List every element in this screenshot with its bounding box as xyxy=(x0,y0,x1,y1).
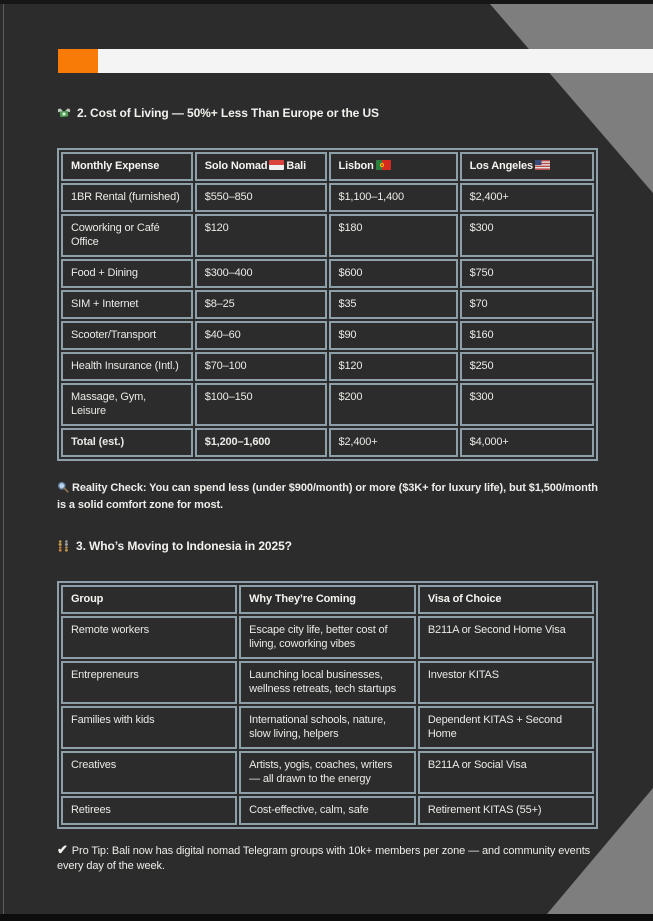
reality-check-note xyxy=(57,481,598,513)
magnifier-icon xyxy=(57,481,69,498)
cost-of-living-table xyxy=(57,148,598,461)
col-header-group: Group xyxy=(61,585,237,614)
table-row: Massage, Gym, Leisure $100–150 $200 $300 xyxy=(61,383,594,426)
table-row: Retirees Cost-effective, calm, safe Retirement KITAS (55+) xyxy=(61,796,594,825)
title-bar xyxy=(58,49,653,73)
table-row: Food + Dining $300–400 $600 $750 xyxy=(61,259,594,288)
table-row: Families with kids International schools, nature, slow living, helpers Dependent KITAS + Second Home xyxy=(61,706,594,749)
col-header-why: Why They’re Coming xyxy=(239,585,416,614)
table-row: Entrepreneurs Launching local businesses, wellness retreats, tech startups Investor KITAS xyxy=(61,661,594,704)
indonesia-flag-icon xyxy=(269,160,284,170)
col-header-bali: Solo Nomad Bali xyxy=(195,152,327,181)
col-header-monthly-expense: Monthly Expense xyxy=(61,152,193,181)
white-header-bar xyxy=(98,49,653,73)
col-header-los-angeles: Los Angeles xyxy=(460,152,594,181)
table-row: Health Insurance (Intl.) $70–100 $120 $250 xyxy=(61,352,594,381)
section-heading-whos-moving xyxy=(57,539,598,553)
orange-accent-block xyxy=(58,49,98,73)
section-heading-cost-of-living xyxy=(57,106,598,120)
pro-tip-note xyxy=(57,842,598,874)
cost-table-header-row xyxy=(61,152,594,181)
left-edge-line xyxy=(3,4,4,914)
pro-tip-text: Pro Tip: Bali now has digital nomad Telegram groups with 10k+ members per zone — and community events every day of the week. xyxy=(57,845,591,872)
top-edge-strip xyxy=(0,0,653,4)
section-title: 3. Who’s Moving to Indonesia in 2025? xyxy=(76,539,292,553)
table-row: 1BR Rental (furnished) $550–850 $1,100–1,400 $2,400+ xyxy=(61,183,594,212)
table-row: Remote workers Escape city life, better cost of living, coworking vibes B211A or Second Home Visa xyxy=(61,616,594,659)
section-title: 2. Cost of Living — 50%+ Less Than Europe or the US xyxy=(77,106,379,120)
table-row: SIM + Internet $8–25 $35 $70 xyxy=(61,290,594,319)
total-row: Total (est.) $1,200–1,600 $2,400+ $4,000+ xyxy=(61,428,594,457)
portugal-flag-icon xyxy=(376,160,391,170)
page-content xyxy=(57,106,598,874)
groups-table xyxy=(57,581,598,829)
family-icon xyxy=(57,540,70,553)
reality-check-text: Reality Check: You can spend less (under $900/month) or more ($3K+ for luxury life), but $1,500/month is a solid comfort zone for most. xyxy=(57,482,598,511)
money-with-wings-icon xyxy=(57,107,71,119)
bottom-edge-strip xyxy=(0,914,653,921)
checkmark-icon: ✔ xyxy=(57,842,68,857)
col-header-visa: Visa of Choice xyxy=(418,585,594,614)
usa-flag-icon xyxy=(535,160,550,170)
table-row: Coworking or Café Office $120 $180 $300 xyxy=(61,214,594,257)
table-row: Scooter/Transport $40–60 $90 $160 xyxy=(61,321,594,350)
groups-table-header-row xyxy=(61,585,594,614)
table-row: Creatives Artists, yogis, coaches, writers — all drawn to the energy B211A or Social Visa xyxy=(61,751,594,794)
col-header-lisbon: Lisbon xyxy=(329,152,458,181)
